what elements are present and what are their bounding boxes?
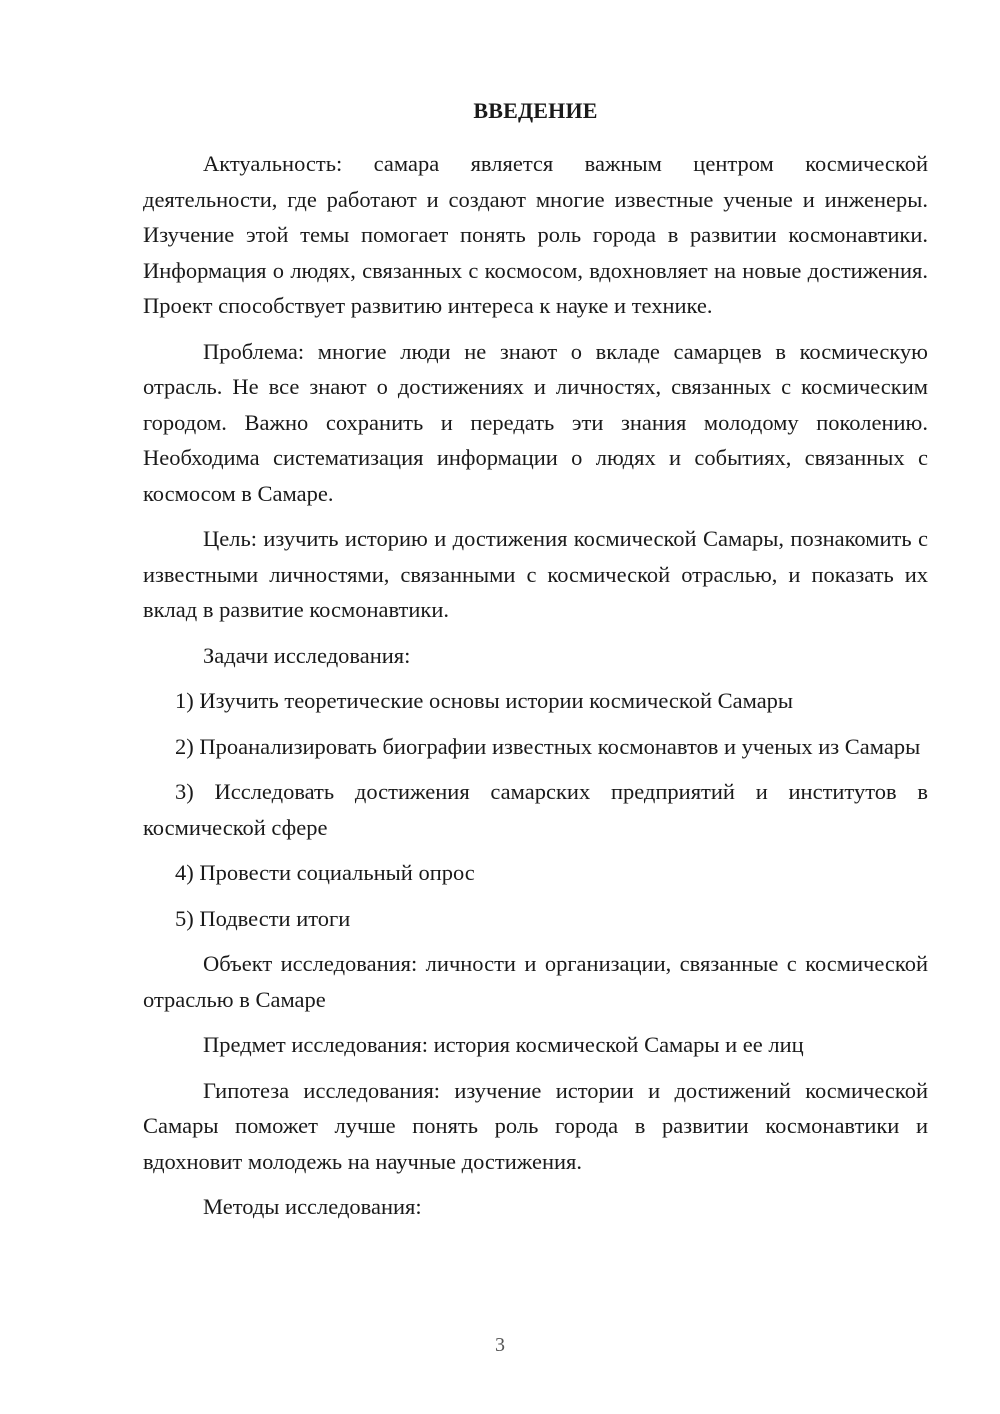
task-item: 2) Проанализировать биографии известных космонавтов и ученых из Самары [175,733,921,759]
methods-paragraph: Методы исследования: [203,1194,422,1219]
section-heading: ВВЕДЕНИЕ [473,98,598,123]
problem-paragraph: Проблема: многие люди не знают о вкладе самарцев в космическую отрасль. Не все знают о достижениях и личностях, связанных с космическим городом. Важно сохранить и передать эти знания молодому поколению. Необходима систематизация информации о людях и событиях, связанных с космосом в Самаре. [143,338,928,506]
subject-paragraph: Предмет исследования: история космической Самары и ее лиц [203,1032,804,1057]
page-content [143,94,928,1235]
task-item: 5) Подвести итоги [175,905,351,931]
task-item: 1) Изучить теоретические основы истории космической Самары [175,688,794,713]
hypothesis-paragraph: Гипотеза исследования: изучение истории и достижений космической Самары поможет лучше понять роль города в развитии космонавтики и вдохновит молодежь на научные достижения. [143,1077,928,1174]
tasks-heading: Задачи исследования: [203,642,411,668]
task-item: 3) Исследовать достижения самарских предприятий и институтов в космической сфере [143,779,928,840]
object-paragraph: Объект исследования: личности и организации, связанные с космической отраслью в Самаре [143,951,928,1012]
task-item: 4) Провести социальный опрос [175,860,475,885]
goal-paragraph: Цель: изучить историю и достижения космической Самары, познакомить с известными личностями, связанными с космической отраслью, и показать их вклад в развитие космонавтики. [143,526,928,622]
relevance-paragraph: Актуальность: самара является важным центром космической деятельности, где работают и создают многие известные ученые и инженеры. Изучение этой темы помогает понять роль города в развитии космонавтики. Информация о людях, связанных с космосом, вдохновляет на новые достижения. Проект способствует развитию интереса к науке и технике. [143,151,928,318]
page-number: 3 [495,1334,505,1356]
